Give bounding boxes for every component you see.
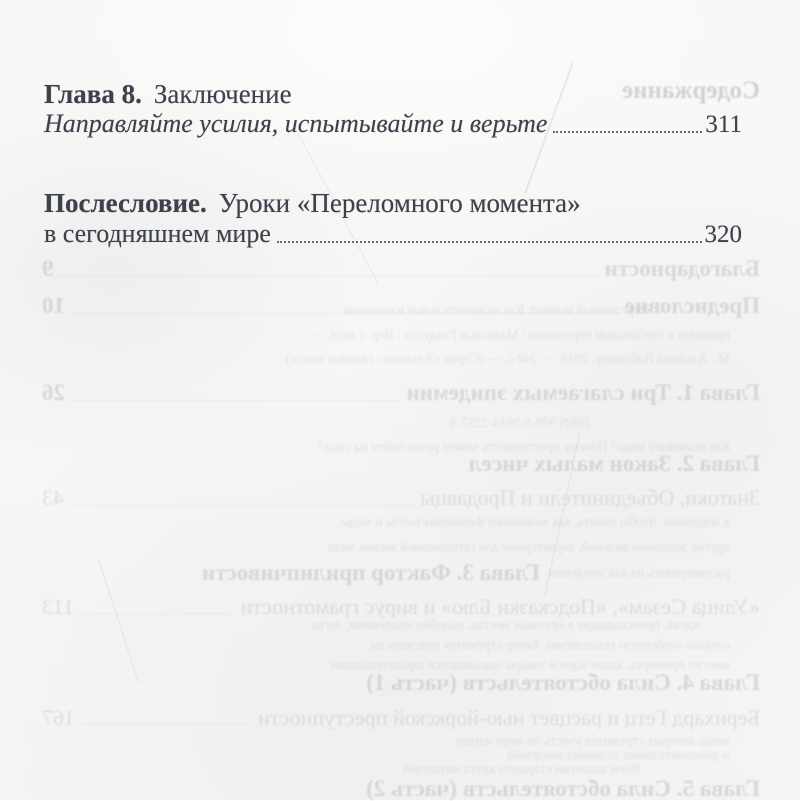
showthrough-text: идеях, происходящие в крупных местах, подобно эпидемиям, легко xyxy=(311,618,700,632)
chapter-title: Заключение xyxy=(153,79,292,109)
chapter-subtitle: Направляйте усилия, испытывайте и верьте xyxy=(44,109,548,138)
toc-entry-heading xyxy=(44,189,750,219)
showthrough-text: Как возникает мода? Почему преступность может резко пойти на спад? xyxy=(318,440,730,454)
showthrough-text: Глава 3. Фактор прилипчивости xyxy=(201,561,540,585)
showthrough-page-number: 26 xyxy=(42,381,65,405)
page-number: 320 xyxy=(704,221,742,249)
showthrough-text: Всем коллегам старшего круга читателей xyxy=(402,762,640,776)
chapter-label: Послесловие. xyxy=(44,188,207,218)
showthrough-page-number: 113 xyxy=(42,595,75,619)
showthrough-page-number: 167 xyxy=(42,706,75,730)
showthrough-text: Предисловие xyxy=(624,294,760,318)
showthrough-text: многих примерах, какие идеи и товары оказываются заразительными xyxy=(331,658,730,672)
chapter-title-continued: в сегодняшнем мире xyxy=(44,219,271,248)
toc-entry-title-line2 xyxy=(44,220,742,249)
chapter-label: Глава 8. xyxy=(44,79,142,109)
showthrough-text: мощь которых стремится учесть по мере жизни xyxy=(456,734,730,748)
toc-entry-subtitle-line xyxy=(44,110,742,139)
toc-entry-heading xyxy=(44,80,750,110)
showthrough-text: Глава 5. Сила обстоятельств (часть 2) xyxy=(366,777,760,801)
showthrough-text: Бернхард Гетц и расцвет нью-йоркской преступности xyxy=(258,706,760,730)
showthrough-text: приводят к глобальным переменам / Малкольм Гладуэлл ; Пер. с англ. — xyxy=(310,328,730,342)
showthrough-text: Знатоки, Объединители и Продавцы xyxy=(420,486,760,510)
showthrough-text: «Улица Сезам», «Подсказки Блю» и вирус грамотности xyxy=(240,595,760,619)
page-number: 311 xyxy=(705,111,742,139)
showthrough-text: к эпидемии. Чтобы понять, как возникают феномены толпы и моды, xyxy=(337,515,730,529)
dot-leader xyxy=(277,241,702,243)
showthrough-text: Переломный момент. Как незначительные изменения xyxy=(343,303,650,317)
showthrough-text: и дополнительных условиях эпидемий xyxy=(507,748,730,762)
showthrough-text: рассматривать их как эпидемии xyxy=(548,566,730,580)
showthrough-text: Благодарности xyxy=(604,257,760,281)
showthrough-text: Глава 2. Закон малых чисел xyxy=(468,452,760,476)
showthrough-text: М.: Альпина Паблишер, 2016. — 240 с. — (Серия «Альпина» главные книги) xyxy=(285,352,730,366)
chapter-title: Уроки «Переломного момента» xyxy=(218,188,581,218)
showthrough-page-number: 10 xyxy=(42,294,65,318)
dot-leader xyxy=(553,131,702,133)
showthrough-text: другие эпидемии явлений, характерные для сегодняшней жизни, надо xyxy=(327,540,730,554)
showthrough-text: Содержание xyxy=(621,78,760,104)
showthrough-text: создала особенную технологию. Автор стремится пояснить на xyxy=(370,638,730,652)
showthrough-page-number: 9 xyxy=(42,257,54,281)
showthrough-page-number: 43 xyxy=(42,486,64,510)
showthrough-text: Глава 1. Три слагаемых эпидемии xyxy=(406,381,760,405)
showthrough-text: Глава 4. Сила обстоятельств (часть 1) xyxy=(366,671,760,695)
showthrough-text: ISBN 978-5-9614-2237-9 xyxy=(450,416,590,430)
